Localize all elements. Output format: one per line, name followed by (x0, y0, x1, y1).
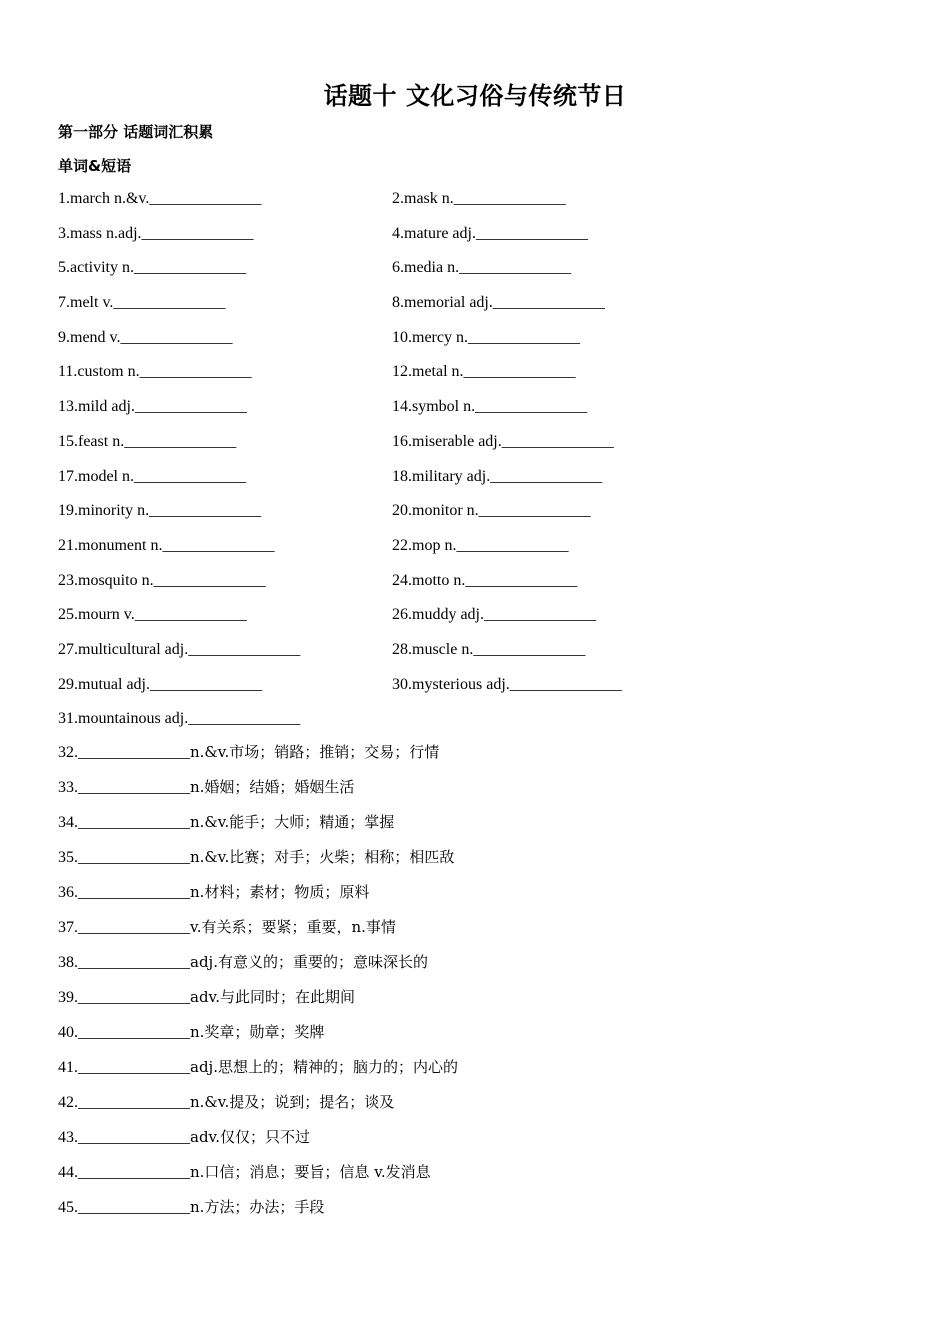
vocab-word: 18.military adj. (392, 467, 491, 485)
answer-blank[interactable]: ______________ (465, 571, 578, 589)
answer-blank[interactable]: ______________ (141, 224, 254, 242)
vocab-item (392, 325, 580, 351)
definition-text: n.&v.市场；销路；推销；交易；行情 (190, 743, 440, 761)
definition-row (58, 1159, 898, 1194)
vocab-word: 26.muddy adj. (392, 606, 484, 624)
vocab-word: 6.media n. (392, 259, 460, 277)
answer-blank[interactable]: ______________ (453, 190, 566, 207)
answer-blank[interactable]: ______________ (134, 467, 246, 485)
answer-blank[interactable]: ______________ (78, 744, 190, 761)
item-number: 34. (58, 814, 78, 831)
vocab-word: 27.multicultural adj. (58, 640, 189, 658)
answer-blank[interactable]: ______________ (78, 1059, 190, 1076)
vocab-word: 12.metal n. (392, 363, 464, 381)
vocab-word: 5.activity n. (58, 259, 134, 277)
item-number: 39. (58, 989, 78, 1006)
definition-list (58, 739, 898, 1229)
vocab-item (392, 359, 576, 385)
answer-blank[interactable]: ______________ (113, 294, 226, 312)
vocab-item (392, 429, 614, 455)
vocab-word: 22.mop n. (392, 536, 457, 554)
word-pair-row (58, 602, 898, 637)
vocab-word: 28.muscle n. (392, 640, 474, 658)
answer-blank[interactable]: ______________ (490, 467, 603, 485)
vocab-item (58, 186, 261, 212)
answer-blank[interactable]: ______________ (78, 989, 190, 1006)
answer-blank[interactable]: ______________ (78, 954, 190, 971)
answer-blank[interactable]: ______________ (153, 571, 266, 589)
answer-blank[interactable]: ______________ (162, 536, 275, 554)
vocab-item (392, 602, 596, 628)
answer-blank[interactable]: ______________ (149, 502, 262, 520)
answer-blank[interactable]: ______________ (188, 640, 301, 658)
item-number: 40. (58, 1024, 78, 1041)
word-pair-row (58, 429, 898, 464)
word-pair-row (58, 394, 898, 429)
answer-blank[interactable]: ______________ (134, 606, 247, 624)
definition-row (58, 949, 898, 984)
definition-text: v.有关系；要紧；重要，n.事情 (190, 918, 396, 936)
vocab-item (392, 290, 605, 316)
answer-blank[interactable]: ______________ (78, 779, 190, 796)
item-number: 42. (58, 1094, 78, 1111)
answer-blank[interactable]: ______________ (484, 606, 596, 624)
vocab-item (58, 672, 262, 698)
vocab-item (58, 255, 246, 281)
definition-text: n.&v.提及；说到；提名；谈及 (190, 1093, 395, 1111)
vocab-item (392, 394, 587, 420)
answer-blank[interactable]: ______________ (492, 294, 605, 312)
word-pair-row (58, 359, 898, 394)
word-pair-row (58, 255, 898, 290)
item-number: 41. (58, 1059, 78, 1076)
vocab-word: 13.mild adj. (58, 398, 135, 416)
sub-heading: 单词&短语 (58, 157, 132, 175)
definition-row (58, 774, 898, 809)
definition-text: n.奖章；勋章；奖牌 (190, 1023, 325, 1041)
vocab-word: 15.feast n. (58, 432, 125, 450)
definition-text: n.口信；消息；要旨；信息 v.发消息 (190, 1163, 431, 1181)
vocab-item (392, 672, 622, 698)
vocab-item (58, 498, 261, 524)
definition-row (58, 879, 898, 914)
vocab-word: 10.mercy n. (392, 328, 468, 346)
definition-text: adv.仅仅；只不过 (190, 1128, 311, 1146)
answer-blank[interactable]: ______________ (188, 710, 301, 728)
vocab-item (58, 706, 300, 732)
vocab-word: 30.mysterious adj. (392, 675, 510, 693)
vocab-word: 21.monument n. (58, 536, 163, 554)
answer-blank[interactable]: ______________ (456, 536, 569, 554)
definition-row (58, 1054, 898, 1089)
vocab-word: 7.melt v. (58, 294, 114, 312)
answer-blank[interactable]: ______________ (78, 814, 190, 831)
definition-text: n.&v.能手；大师；精通；掌握 (190, 813, 395, 831)
vocab-item (58, 637, 300, 663)
vocab-word: 11.custom n. (58, 363, 140, 381)
page-title: 话题十 文化习俗与传统节日 (323, 82, 627, 110)
answer-blank[interactable]: ______________ (78, 1129, 190, 1146)
vocab-item (58, 325, 233, 351)
single-word-row (58, 706, 898, 741)
answer-blank[interactable]: ______________ (78, 1199, 190, 1216)
vocab-item (58, 533, 274, 559)
vocab-item (58, 429, 236, 455)
vocab-word: 3.mass n.adj. (58, 224, 142, 242)
vocab-word: 20.monitor n. (392, 502, 479, 520)
answer-blank[interactable]: ______________ (78, 919, 190, 936)
answer-blank[interactable]: ______________ (78, 849, 190, 866)
vocab-item (58, 394, 247, 420)
item-number: 38. (58, 954, 78, 971)
word-pair-row (58, 290, 898, 325)
word-pair-row (58, 186, 898, 221)
definition-text: n.婚姻；结婚；婚姻生活 (190, 778, 355, 796)
vocab-word: 17.model n. (58, 467, 134, 485)
answer-blank[interactable]: ______________ (475, 224, 588, 242)
definition-row (58, 1019, 898, 1054)
definition-row (58, 914, 898, 949)
definition-row (58, 1194, 898, 1229)
vocab-item (58, 221, 254, 247)
answer-blank[interactable]: ______________ (133, 259, 246, 277)
vocab-word: 16.miserable adj. (392, 432, 502, 450)
item-number: 35. (58, 849, 78, 866)
answer-blank[interactable]: ______________ (124, 432, 237, 450)
word-pair-row (58, 672, 898, 707)
item-number: 32. (58, 744, 78, 761)
vocab-item (392, 533, 568, 559)
word-pair-row (58, 498, 898, 533)
definition-text: adv.与此同时；在此期间 (190, 988, 356, 1006)
answer-blank[interactable]: ______________ (509, 675, 622, 693)
answer-blank[interactable]: ______________ (475, 398, 588, 416)
answer-blank[interactable]: ______________ (501, 432, 614, 450)
definition-row (58, 984, 898, 1019)
answer-blank[interactable]: ______________ (467, 328, 580, 346)
vocab-word: 14.symbol n. (392, 398, 476, 416)
definition-row (58, 739, 898, 774)
word-pair-row (58, 637, 898, 672)
word-pair-row (58, 533, 898, 568)
definition-text: n.材料；素材；物质；原料 (190, 883, 370, 901)
item-number: 36. (58, 884, 78, 901)
definition-row (58, 844, 898, 879)
word-pair-row (58, 221, 898, 256)
answer-blank[interactable]: ______________ (78, 1024, 190, 1041)
part-heading: 第一部分 话题词汇积累 (58, 123, 214, 141)
answer-blank[interactable]: ______________ (120, 328, 233, 346)
word-pair-row (58, 325, 898, 360)
definition-text: n.方法；办法；手段 (190, 1198, 325, 1216)
item-number: 45. (58, 1199, 78, 1216)
answer-blank[interactable]: ______________ (473, 640, 586, 658)
vocab-word: 2.mask n. (392, 190, 454, 207)
definition-row (58, 809, 898, 844)
vocab-word: 25.mourn v. (58, 606, 135, 624)
vocab-item (58, 568, 266, 594)
item-number: 43. (58, 1129, 78, 1146)
vocab-item (392, 568, 577, 594)
definition-text: n.&v.比赛；对手；火柴；相称；相匹敌 (190, 848, 455, 866)
vocab-word: 9.mend v. (58, 328, 121, 346)
answer-blank[interactable]: ______________ (463, 363, 576, 381)
word-pair-row (58, 568, 898, 603)
item-number: 33. (58, 779, 78, 796)
vocab-word: 29.mutual adj. (58, 675, 150, 693)
item-number: 44. (58, 1164, 78, 1181)
vocab-word: 19.minority n. (58, 502, 150, 520)
vocab-item (392, 255, 571, 281)
vocab-word: 31.mountainous adj. (58, 710, 189, 728)
answer-blank[interactable]: ______________ (134, 398, 247, 416)
answer-blank[interactable]: ______________ (149, 675, 262, 693)
vocab-item (392, 186, 566, 212)
vocab-item (58, 359, 252, 385)
answer-blank[interactable]: ______________ (478, 502, 591, 520)
vocab-item (392, 498, 591, 524)
vocab-item (392, 464, 602, 490)
vocab-item (58, 464, 246, 490)
vocab-word: 8.memorial adj. (392, 294, 493, 312)
answer-blank[interactable]: ______________ (459, 259, 572, 277)
definition-row (58, 1124, 898, 1159)
item-number: 37. (58, 919, 78, 936)
vocab-word: 1.march n.&v. (58, 190, 150, 207)
vocab-word: 23.mosquito n. (58, 571, 154, 589)
vocab-item (58, 290, 225, 316)
word-pair-list (58, 186, 898, 741)
definition-row (58, 1089, 898, 1124)
vocab-word: 4.mature adj. (392, 224, 476, 242)
answer-blank[interactable]: ______________ (78, 884, 190, 901)
answer-blank[interactable]: ______________ (78, 1094, 190, 1111)
definition-text: adj.思想上的；精神的；脑力的；内心的 (190, 1058, 458, 1076)
vocab-item (392, 221, 588, 247)
definition-text: adj.有意义的；重要的；意味深长的 (190, 953, 428, 971)
vocab-item (58, 602, 247, 628)
answer-blank[interactable]: ______________ (139, 363, 252, 381)
vocab-item (392, 637, 585, 663)
word-pair-row (58, 464, 898, 499)
vocab-word: 24.motto n. (392, 571, 466, 589)
answer-blank[interactable]: ______________ (78, 1164, 190, 1181)
answer-blank[interactable]: ______________ (149, 190, 262, 207)
